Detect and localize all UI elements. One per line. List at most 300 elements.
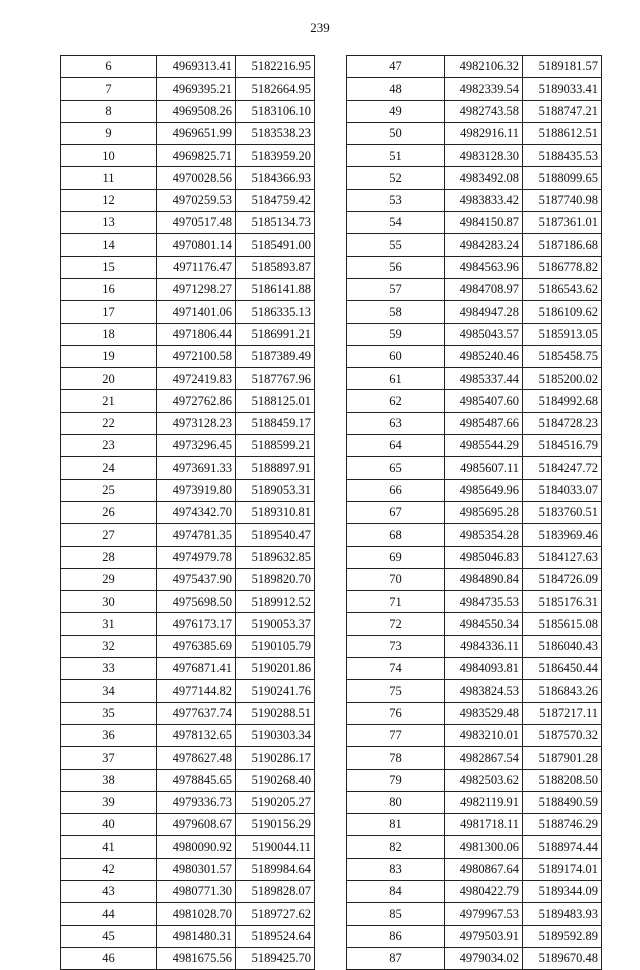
x-coordinate-cell: 4981675.56 (157, 947, 236, 969)
y-coordinate-cell: 5190241.76 (236, 680, 315, 702)
table-row (61, 814, 315, 836)
x-coordinate-cell: 4982743.58 (445, 100, 523, 122)
table-row (347, 323, 602, 345)
point-number-cell: 58 (347, 301, 445, 323)
point-number-cell: 14 (61, 234, 157, 256)
table-row (347, 947, 602, 969)
x-coordinate-cell: 4979608.67 (157, 814, 236, 836)
point-number-cell: 42 (61, 858, 157, 880)
y-coordinate-cell: 5187186.68 (523, 234, 602, 256)
point-number-cell: 18 (61, 323, 157, 345)
point-number-cell: 41 (61, 836, 157, 858)
y-coordinate-cell: 5188208.50 (523, 769, 602, 791)
point-number-cell: 12 (61, 189, 157, 211)
x-coordinate-cell: 4973128.23 (157, 412, 236, 434)
table-row (61, 56, 315, 78)
y-coordinate-cell: 5189540.47 (236, 524, 315, 546)
point-number-cell: 20 (61, 368, 157, 390)
y-coordinate-cell: 5186843.26 (523, 680, 602, 702)
point-number-cell: 40 (61, 814, 157, 836)
table-row (61, 145, 315, 167)
y-coordinate-cell: 5188125.01 (236, 390, 315, 412)
point-number-cell: 61 (347, 368, 445, 390)
table-row (347, 613, 602, 635)
point-number-cell: 7 (61, 78, 157, 100)
x-coordinate-cell: 4977144.82 (157, 680, 236, 702)
point-number-cell: 37 (61, 747, 157, 769)
table-row (347, 78, 602, 100)
y-coordinate-cell: 5185134.73 (236, 212, 315, 234)
x-coordinate-cell: 4975437.90 (157, 568, 236, 590)
x-coordinate-cell: 4970517.48 (157, 212, 236, 234)
x-coordinate-cell: 4985544.29 (445, 435, 523, 457)
table-row (347, 189, 602, 211)
y-coordinate-cell: 5190105.79 (236, 635, 315, 657)
y-coordinate-cell: 5189174.01 (523, 858, 602, 880)
y-coordinate-cell: 5184726.09 (523, 568, 602, 590)
x-coordinate-cell: 4978627.48 (157, 747, 236, 769)
y-coordinate-cell: 5190201.86 (236, 658, 315, 680)
table-row (61, 412, 315, 434)
table-row (347, 501, 602, 523)
y-coordinate-cell: 5189912.52 (236, 591, 315, 613)
x-coordinate-cell: 4982339.54 (445, 78, 523, 100)
point-number-cell: 45 (61, 925, 157, 947)
table-row (61, 524, 315, 546)
point-number-cell: 82 (347, 836, 445, 858)
y-coordinate-cell: 5189344.09 (523, 880, 602, 902)
x-coordinate-cell: 4975698.50 (157, 591, 236, 613)
point-number-cell: 52 (347, 167, 445, 189)
table-row (61, 479, 315, 501)
x-coordinate-cell: 4985407.60 (445, 390, 523, 412)
table-row (61, 702, 315, 724)
x-coordinate-cell: 4973919.80 (157, 479, 236, 501)
point-number-cell: 68 (347, 524, 445, 546)
point-number-cell: 23 (61, 435, 157, 457)
table-row (61, 680, 315, 702)
point-number-cell: 50 (347, 122, 445, 144)
table-row (61, 769, 315, 791)
y-coordinate-cell: 5183106.10 (236, 100, 315, 122)
table-row (61, 613, 315, 635)
y-coordinate-cell: 5184247.72 (523, 457, 602, 479)
point-number-cell: 16 (61, 278, 157, 300)
x-coordinate-cell: 4979336.73 (157, 791, 236, 813)
y-coordinate-cell: 5189984.64 (236, 858, 315, 880)
y-coordinate-cell: 5185615.08 (523, 613, 602, 635)
point-number-cell: 53 (347, 189, 445, 211)
x-coordinate-cell: 4982119.91 (445, 791, 523, 813)
x-coordinate-cell: 4971401.06 (157, 301, 236, 323)
x-coordinate-cell: 4980867.64 (445, 858, 523, 880)
x-coordinate-cell: 4973691.33 (157, 457, 236, 479)
y-coordinate-cell: 5185458.75 (523, 345, 602, 367)
y-coordinate-cell: 5183760.51 (523, 501, 602, 523)
y-coordinate-cell: 5189053.31 (236, 479, 315, 501)
x-coordinate-cell: 4984550.34 (445, 613, 523, 635)
point-number-cell: 54 (347, 212, 445, 234)
y-coordinate-cell: 5189524.64 (236, 925, 315, 947)
point-number-cell: 6 (61, 56, 157, 78)
x-coordinate-cell: 4969395.21 (157, 78, 236, 100)
table-row (61, 78, 315, 100)
page-number: 239 (310, 20, 330, 35)
point-number-cell: 9 (61, 122, 157, 144)
table-row (347, 435, 602, 457)
table-row (61, 256, 315, 278)
y-coordinate-cell: 5187217.11 (523, 702, 602, 724)
table-row (61, 390, 315, 412)
point-number-cell: 64 (347, 435, 445, 457)
point-number-cell: 67 (347, 501, 445, 523)
y-coordinate-cell: 5189483.93 (523, 903, 602, 925)
y-coordinate-cell: 5186543.62 (523, 278, 602, 300)
y-coordinate-cell: 5188099.65 (523, 167, 602, 189)
y-coordinate-cell: 5188459.17 (236, 412, 315, 434)
point-number-cell: 87 (347, 947, 445, 969)
y-coordinate-cell: 5184992.68 (523, 390, 602, 412)
point-number-cell: 51 (347, 145, 445, 167)
table-row (61, 234, 315, 256)
y-coordinate-cell: 5190205.27 (236, 791, 315, 813)
point-number-cell: 29 (61, 568, 157, 590)
x-coordinate-cell: 4981718.11 (445, 814, 523, 836)
point-number-cell: 85 (347, 903, 445, 925)
y-coordinate-cell: 5186450.44 (523, 658, 602, 680)
x-coordinate-cell: 4984735.53 (445, 591, 523, 613)
y-coordinate-cell: 5189828.07 (236, 880, 315, 902)
table-row (61, 301, 315, 323)
table-row (347, 568, 602, 590)
x-coordinate-cell: 4985695.28 (445, 501, 523, 523)
y-coordinate-cell: 5188612.51 (523, 122, 602, 144)
point-number-cell: 19 (61, 345, 157, 367)
y-coordinate-cell: 5190044.11 (236, 836, 315, 858)
y-coordinate-cell: 5189670.48 (523, 947, 602, 969)
x-coordinate-cell: 4969825.71 (157, 145, 236, 167)
point-number-cell: 36 (61, 724, 157, 746)
table-row (61, 501, 315, 523)
point-number-cell: 56 (347, 256, 445, 278)
y-coordinate-cell: 5189033.41 (523, 78, 602, 100)
x-coordinate-cell: 4985354.28 (445, 524, 523, 546)
point-number-cell: 62 (347, 390, 445, 412)
point-number-cell: 59 (347, 323, 445, 345)
point-number-cell: 26 (61, 501, 157, 523)
x-coordinate-cell: 4983210.01 (445, 724, 523, 746)
y-coordinate-cell: 5185913.05 (523, 323, 602, 345)
x-coordinate-cell: 4971176.47 (157, 256, 236, 278)
x-coordinate-cell: 4984093.81 (445, 658, 523, 680)
y-coordinate-cell: 5185200.02 (523, 368, 602, 390)
table-row (347, 278, 602, 300)
y-coordinate-cell: 5187361.01 (523, 212, 602, 234)
point-number-cell: 66 (347, 479, 445, 501)
x-coordinate-cell: 4983128.30 (445, 145, 523, 167)
point-number-cell: 75 (347, 680, 445, 702)
table-row (347, 212, 602, 234)
table-row (347, 345, 602, 367)
point-number-cell: 47 (347, 56, 445, 78)
table-row (61, 435, 315, 457)
point-number-cell: 25 (61, 479, 157, 501)
table-row (61, 323, 315, 345)
y-coordinate-cell: 5188747.21 (523, 100, 602, 122)
table-row (61, 658, 315, 680)
y-coordinate-cell: 5189310.81 (236, 501, 315, 523)
x-coordinate-cell: 4973296.45 (157, 435, 236, 457)
y-coordinate-cell: 5184516.79 (523, 435, 602, 457)
table-row (61, 836, 315, 858)
y-coordinate-cell: 5187570.32 (523, 724, 602, 746)
point-number-cell: 17 (61, 301, 157, 323)
y-coordinate-cell: 5189820.70 (236, 568, 315, 590)
x-coordinate-cell: 4983529.48 (445, 702, 523, 724)
table-row (347, 658, 602, 680)
point-number-cell: 81 (347, 814, 445, 836)
table-row (347, 256, 602, 278)
point-number-cell: 11 (61, 167, 157, 189)
x-coordinate-cell: 4974979.78 (157, 546, 236, 568)
y-coordinate-cell: 5188490.59 (523, 791, 602, 813)
x-coordinate-cell: 4985046.83 (445, 546, 523, 568)
table-row (347, 546, 602, 568)
x-coordinate-cell: 4984563.96 (445, 256, 523, 278)
point-number-cell: 83 (347, 858, 445, 880)
point-number-cell: 80 (347, 791, 445, 813)
table-row (347, 122, 602, 144)
table-row (347, 301, 602, 323)
x-coordinate-cell: 4970028.56 (157, 167, 236, 189)
point-number-cell: 84 (347, 880, 445, 902)
y-coordinate-cell: 5186109.62 (523, 301, 602, 323)
y-coordinate-cell: 5190156.29 (236, 814, 315, 836)
point-number-cell: 28 (61, 546, 157, 568)
y-coordinate-cell: 5188435.53 (523, 145, 602, 167)
table-row (61, 122, 315, 144)
x-coordinate-cell: 4971806.44 (157, 323, 236, 345)
x-coordinate-cell: 4972419.83 (157, 368, 236, 390)
x-coordinate-cell: 4984890.84 (445, 568, 523, 590)
point-number-cell: 46 (61, 947, 157, 969)
x-coordinate-cell: 4982867.54 (445, 747, 523, 769)
point-number-cell: 79 (347, 769, 445, 791)
table-row (347, 479, 602, 501)
y-coordinate-cell: 5187389.49 (236, 345, 315, 367)
point-number-cell: 57 (347, 278, 445, 300)
table-row (61, 947, 315, 969)
point-number-cell: 8 (61, 100, 157, 122)
x-coordinate-cell: 4978845.65 (157, 769, 236, 791)
x-coordinate-cell: 4976871.41 (157, 658, 236, 680)
point-number-cell: 22 (61, 412, 157, 434)
point-number-cell: 31 (61, 613, 157, 635)
y-coordinate-cell: 5186991.21 (236, 323, 315, 345)
point-number-cell: 55 (347, 234, 445, 256)
point-number-cell: 32 (61, 635, 157, 657)
x-coordinate-cell: 4981028.70 (157, 903, 236, 925)
x-coordinate-cell: 4980090.92 (157, 836, 236, 858)
table-row (61, 724, 315, 746)
y-coordinate-cell: 5188897.91 (236, 457, 315, 479)
point-number-cell: 74 (347, 658, 445, 680)
table-row (61, 189, 315, 211)
y-coordinate-cell: 5184366.93 (236, 167, 315, 189)
point-number-cell: 63 (347, 412, 445, 434)
x-coordinate-cell: 4979503.91 (445, 925, 523, 947)
point-number-cell: 60 (347, 345, 445, 367)
x-coordinate-cell: 4976385.69 (157, 635, 236, 657)
table-row (347, 368, 602, 390)
point-number-cell: 77 (347, 724, 445, 746)
y-coordinate-cell: 5190286.17 (236, 747, 315, 769)
table-row (347, 680, 602, 702)
y-coordinate-cell: 5190303.34 (236, 724, 315, 746)
point-number-cell: 34 (61, 680, 157, 702)
point-number-cell: 39 (61, 791, 157, 813)
y-coordinate-cell: 5189632.85 (236, 546, 315, 568)
y-coordinate-cell: 5183959.20 (236, 145, 315, 167)
point-number-cell: 48 (347, 78, 445, 100)
x-coordinate-cell: 4970801.14 (157, 234, 236, 256)
y-coordinate-cell: 5184759.42 (236, 189, 315, 211)
x-coordinate-cell: 4969313.41 (157, 56, 236, 78)
table-row (347, 457, 602, 479)
y-coordinate-cell: 5184127.63 (523, 546, 602, 568)
table-row (347, 747, 602, 769)
point-number-cell: 33 (61, 658, 157, 680)
y-coordinate-cell: 5185893.87 (236, 256, 315, 278)
x-coordinate-cell: 4984283.24 (445, 234, 523, 256)
point-number-cell: 76 (347, 702, 445, 724)
y-coordinate-cell: 5188746.29 (523, 814, 602, 836)
table-row (347, 145, 602, 167)
table-row (347, 167, 602, 189)
table-body (61, 56, 315, 970)
table-row (347, 791, 602, 813)
table-row (347, 234, 602, 256)
x-coordinate-cell: 4969508.26 (157, 100, 236, 122)
y-coordinate-cell: 5190288.51 (236, 702, 315, 724)
x-coordinate-cell: 4971298.27 (157, 278, 236, 300)
table-row (347, 591, 602, 613)
coordinates-table-left (60, 55, 315, 970)
point-number-cell: 73 (347, 635, 445, 657)
point-number-cell: 13 (61, 212, 157, 234)
x-coordinate-cell: 4980301.57 (157, 858, 236, 880)
x-coordinate-cell: 4985649.96 (445, 479, 523, 501)
point-number-cell: 71 (347, 591, 445, 613)
y-coordinate-cell: 5184033.07 (523, 479, 602, 501)
x-coordinate-cell: 4969651.99 (157, 122, 236, 144)
x-coordinate-cell: 4985337.44 (445, 368, 523, 390)
x-coordinate-cell: 4985487.66 (445, 412, 523, 434)
point-number-cell: 27 (61, 524, 157, 546)
table-row (347, 100, 602, 122)
x-coordinate-cell: 4982106.32 (445, 56, 523, 78)
y-coordinate-cell: 5185491.00 (236, 234, 315, 256)
point-number-cell: 78 (347, 747, 445, 769)
x-coordinate-cell: 4974342.70 (157, 501, 236, 523)
table-row (347, 814, 602, 836)
point-number-cell: 35 (61, 702, 157, 724)
table-body (347, 56, 602, 970)
point-number-cell: 43 (61, 880, 157, 902)
table-row (61, 880, 315, 902)
point-number-cell: 86 (347, 925, 445, 947)
x-coordinate-cell: 4984336.11 (445, 635, 523, 657)
table-row (347, 524, 602, 546)
table-row (347, 769, 602, 791)
y-coordinate-cell: 5186335.13 (236, 301, 315, 323)
x-coordinate-cell: 4977637.74 (157, 702, 236, 724)
x-coordinate-cell: 4985043.57 (445, 323, 523, 345)
x-coordinate-cell: 4972762.86 (157, 390, 236, 412)
table-row (347, 858, 602, 880)
x-coordinate-cell: 4980771.30 (157, 880, 236, 902)
x-coordinate-cell: 4981300.06 (445, 836, 523, 858)
x-coordinate-cell: 4979034.02 (445, 947, 523, 969)
table-row (61, 903, 315, 925)
table-row (61, 368, 315, 390)
table-row (347, 702, 602, 724)
y-coordinate-cell: 5189727.62 (236, 903, 315, 925)
point-number-cell: 24 (61, 457, 157, 479)
table-row (61, 278, 315, 300)
y-coordinate-cell: 5188599.21 (236, 435, 315, 457)
point-number-cell: 10 (61, 145, 157, 167)
x-coordinate-cell: 4984150.87 (445, 212, 523, 234)
y-coordinate-cell: 5182664.95 (236, 78, 315, 100)
table-row (347, 724, 602, 746)
y-coordinate-cell: 5189425.70 (236, 947, 315, 969)
x-coordinate-cell: 4974781.35 (157, 524, 236, 546)
table-row (61, 212, 315, 234)
point-number-cell: 70 (347, 568, 445, 590)
table-row (61, 167, 315, 189)
y-coordinate-cell: 5187767.96 (236, 368, 315, 390)
x-coordinate-cell: 4983833.42 (445, 189, 523, 211)
point-number-cell: 65 (347, 457, 445, 479)
table-row (61, 635, 315, 657)
y-coordinate-cell: 5182216.95 (236, 56, 315, 78)
point-number-cell: 15 (61, 256, 157, 278)
x-coordinate-cell: 4978132.65 (157, 724, 236, 746)
y-coordinate-cell: 5184728.23 (523, 412, 602, 434)
table-row (347, 56, 602, 78)
table-row (347, 903, 602, 925)
y-coordinate-cell: 5186778.82 (523, 256, 602, 278)
y-coordinate-cell: 5185176.31 (523, 591, 602, 613)
x-coordinate-cell: 4980422.79 (445, 880, 523, 902)
x-coordinate-cell: 4982916.11 (445, 122, 523, 144)
point-number-cell: 69 (347, 546, 445, 568)
table-row (347, 880, 602, 902)
table-row (347, 836, 602, 858)
x-coordinate-cell: 4979967.53 (445, 903, 523, 925)
x-coordinate-cell: 4981480.31 (157, 925, 236, 947)
x-coordinate-cell: 4983492.08 (445, 167, 523, 189)
x-coordinate-cell: 4984947.28 (445, 301, 523, 323)
y-coordinate-cell: 5183538.23 (236, 122, 315, 144)
table-row (61, 457, 315, 479)
table-row (61, 747, 315, 769)
x-coordinate-cell: 4985607.11 (445, 457, 523, 479)
table-row (347, 390, 602, 412)
point-number-cell: 30 (61, 591, 157, 613)
y-coordinate-cell: 5188974.44 (523, 836, 602, 858)
